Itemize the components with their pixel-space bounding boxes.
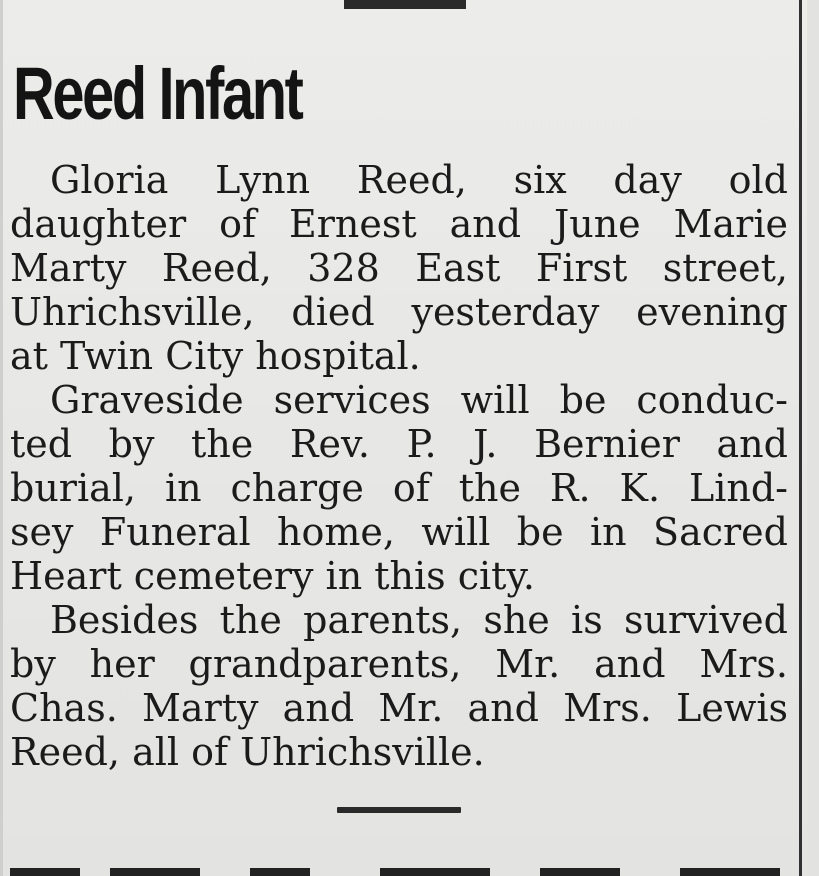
headline: Reed Infant [13,52,302,135]
article-line: Besides the parents, she is survived [50,598,788,642]
article-line: burial, in charge of the R. K. Lind- [10,466,788,510]
bottom-separator-rule [337,807,461,813]
top-separator-rule [344,0,466,9]
article-line: Gloria Lynn Reed, six day old [50,158,788,202]
article-line: sey Funeral home, will be in Sacred [10,510,788,554]
column-divider [799,0,802,876]
next-headline-fragment [0,858,799,876]
left-edge [0,0,3,876]
article-line: by her grandparents, Mr. and Mrs. [10,642,788,686]
article-line: ted by the Rev. P. J. Bernier and [10,422,788,466]
article-line: Marty Reed, 328 East First street, [10,246,788,290]
article-line: at Twin City hospital. [10,334,421,378]
article-line: Graveside services will be conduc- [50,378,788,422]
article-body [10,158,788,774]
article-line: Reed, all of Uhrichsville. [10,730,485,774]
article-line: Uhrichsville, died yesterday evening [10,290,788,334]
adjacent-column-edge [807,0,819,876]
article-line: Chas. Marty and Mr. and Mrs. Lewis [10,686,788,730]
article-line: Heart cemetery in this city. [10,554,535,598]
article-line: daughter of Ernest and June Marie [10,202,788,246]
